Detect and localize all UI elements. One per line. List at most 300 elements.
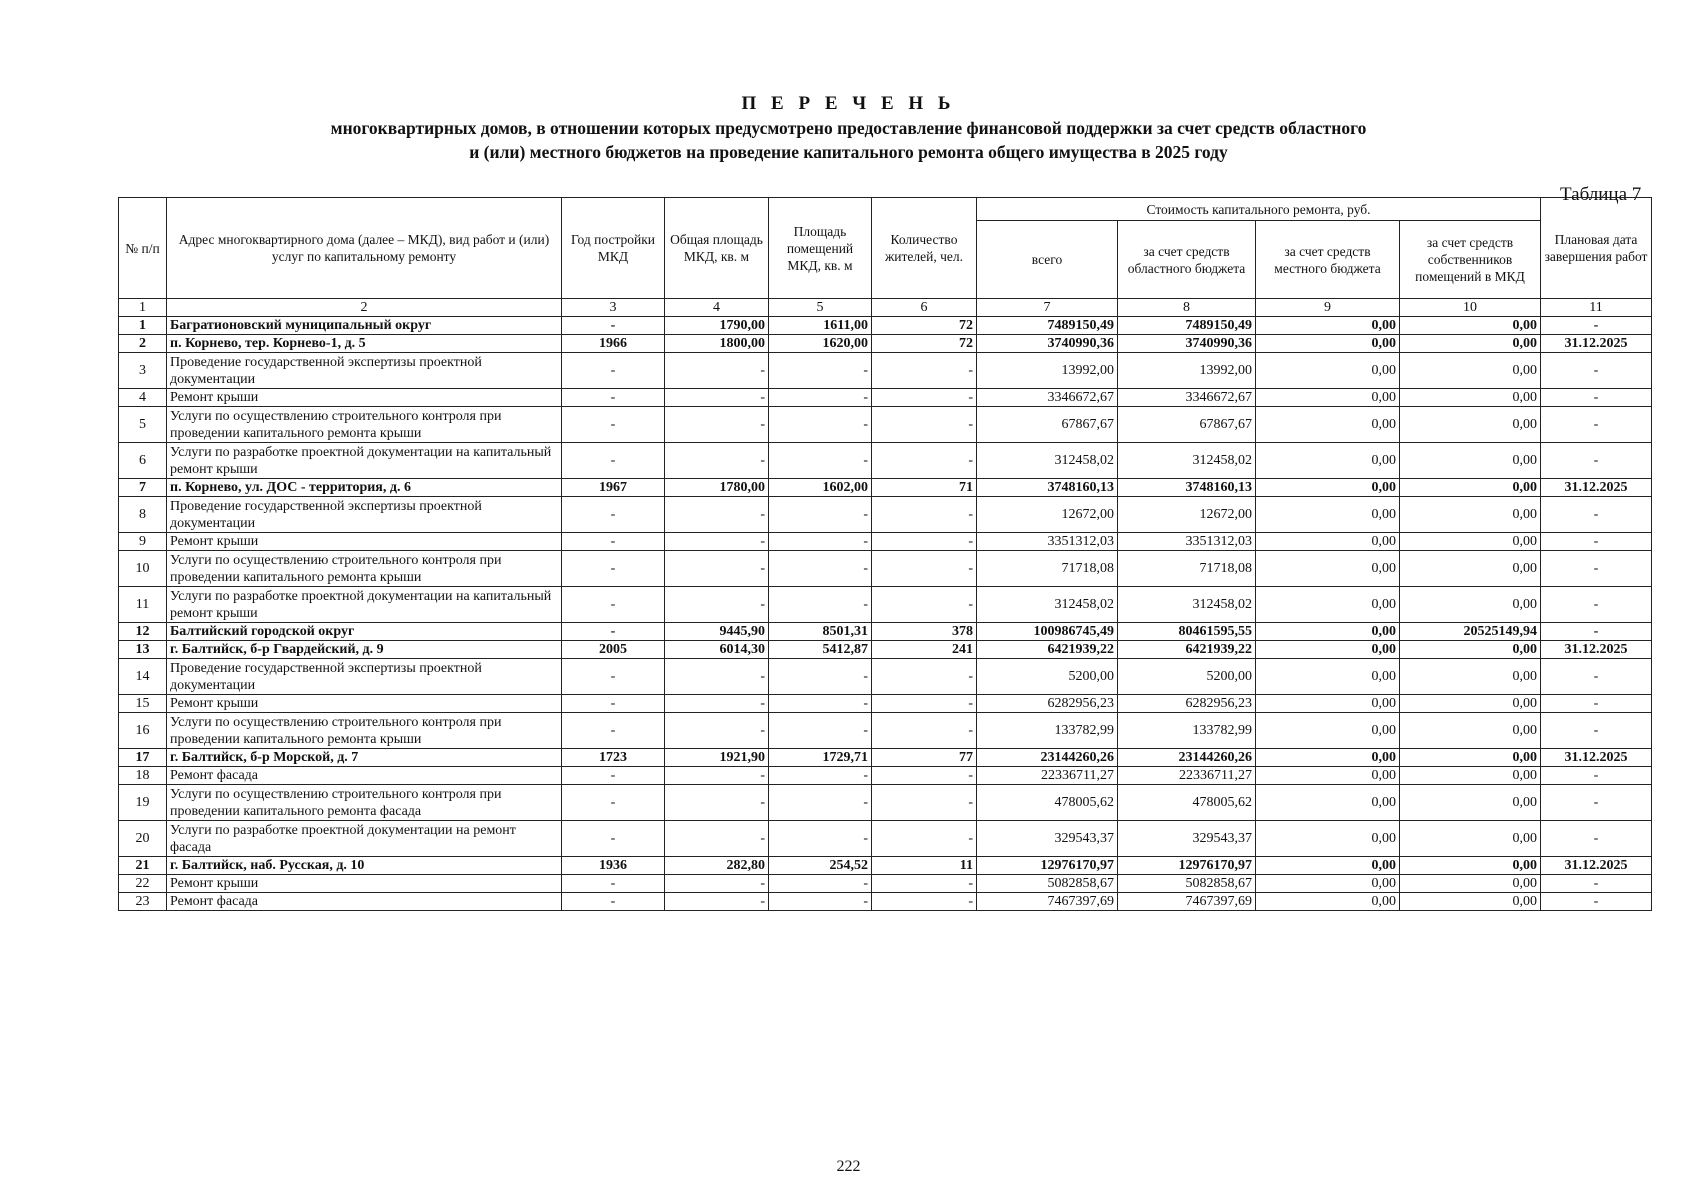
cost-total-cell: 12672,00 <box>977 497 1118 533</box>
table-body <box>119 317 1652 911</box>
table-row <box>119 893 1652 911</box>
total-area-cell: 9445,90 <box>665 623 769 641</box>
cost-regional-cell: 3346672,67 <box>1118 389 1256 407</box>
cost-local-cell: 0,00 <box>1256 767 1400 785</box>
total-area-cell: - <box>665 713 769 749</box>
table-label: Таблица 7 <box>1560 184 1642 205</box>
total-area-cell: - <box>665 407 769 443</box>
row-number-cell: 16 <box>119 713 167 749</box>
register-table <box>118 197 1652 911</box>
row-number-cell: 4 <box>119 389 167 407</box>
cost-regional-cell: 7467397,69 <box>1118 893 1256 911</box>
cost-local-cell: 0,00 <box>1256 641 1400 659</box>
cost-owners-cell: 0,00 <box>1400 767 1541 785</box>
year-cell: - <box>562 785 665 821</box>
row-number-cell: 18 <box>119 767 167 785</box>
cost-regional-cell: 67867,67 <box>1118 407 1256 443</box>
address-cell: Балтийский городской округ <box>167 623 562 641</box>
address-cell: Проведение государственной экспертизы проектной документации <box>167 353 562 389</box>
header-cost-total: всего <box>977 221 1118 299</box>
cost-owners-cell: 0,00 <box>1400 317 1541 335</box>
cost-total-cell: 100986745,49 <box>977 623 1118 641</box>
residents-cell: - <box>872 695 977 713</box>
year-cell: 1966 <box>562 335 665 353</box>
total-area-cell: 282,80 <box>665 857 769 875</box>
year-cell: - <box>562 407 665 443</box>
row-number-cell: 12 <box>119 623 167 641</box>
cost-regional-cell: 6282956,23 <box>1118 695 1256 713</box>
cost-local-cell: 0,00 <box>1256 389 1400 407</box>
year-cell: - <box>562 389 665 407</box>
cost-regional-cell: 12672,00 <box>1118 497 1256 533</box>
residents-cell: 241 <box>872 641 977 659</box>
planned-date-cell: - <box>1541 353 1652 389</box>
residents-cell: - <box>872 767 977 785</box>
planned-date-cell: 31.12.2025 <box>1541 749 1652 767</box>
header-cost-owners: за счет средств собственников помещений в МКД <box>1400 221 1541 299</box>
row-number-cell: 23 <box>119 893 167 911</box>
cost-total-cell: 23144260,26 <box>977 749 1118 767</box>
row-number-cell: 20 <box>119 821 167 857</box>
column-index-row <box>119 299 1652 317</box>
cost-owners-cell: 20525149,94 <box>1400 623 1541 641</box>
cost-total-cell: 6421939,22 <box>977 641 1118 659</box>
cost-owners-cell: 0,00 <box>1400 533 1541 551</box>
residents-cell: - <box>872 713 977 749</box>
premises-area-cell: 5412,87 <box>769 641 872 659</box>
premises-area-cell: 1602,00 <box>769 479 872 497</box>
cost-local-cell: 0,00 <box>1256 857 1400 875</box>
cost-total-cell: 5200,00 <box>977 659 1118 695</box>
premises-area-cell: - <box>769 389 872 407</box>
premises-area-cell: - <box>769 587 872 623</box>
total-area-cell: - <box>665 893 769 911</box>
premises-area-cell: - <box>769 713 872 749</box>
planned-date-cell: - <box>1541 623 1652 641</box>
cost-regional-cell: 478005,62 <box>1118 785 1256 821</box>
cost-total-cell: 3346672,67 <box>977 389 1118 407</box>
cost-owners-cell: 0,00 <box>1400 785 1541 821</box>
cost-regional-cell: 312458,02 <box>1118 443 1256 479</box>
year-cell: - <box>562 443 665 479</box>
cost-local-cell: 0,00 <box>1256 659 1400 695</box>
cost-local-cell: 0,00 <box>1256 623 1400 641</box>
address-cell: Услуги по разработке проектной документации на капитальный ремонт крыши <box>167 587 562 623</box>
column-index-cell: 10 <box>1400 299 1541 317</box>
cost-regional-cell: 23144260,26 <box>1118 749 1256 767</box>
planned-date-cell: - <box>1541 533 1652 551</box>
total-area-cell: 1790,00 <box>665 317 769 335</box>
row-number-cell: 2 <box>119 335 167 353</box>
premises-area-cell: - <box>769 443 872 479</box>
year-cell: 1723 <box>562 749 665 767</box>
cost-total-cell: 12976170,97 <box>977 857 1118 875</box>
premises-area-cell: - <box>769 407 872 443</box>
residents-cell: - <box>872 533 977 551</box>
address-cell: Ремонт крыши <box>167 875 562 893</box>
address-cell: г. Балтийск, б-р Гвардейский, д. 9 <box>167 641 562 659</box>
planned-date-cell: - <box>1541 443 1652 479</box>
planned-date-cell: - <box>1541 407 1652 443</box>
cost-regional-cell: 80461595,55 <box>1118 623 1256 641</box>
planned-date-cell: 31.12.2025 <box>1541 335 1652 353</box>
cost-owners-cell: 0,00 <box>1400 749 1541 767</box>
total-area-cell: - <box>665 533 769 551</box>
cost-regional-cell: 13992,00 <box>1118 353 1256 389</box>
cost-regional-cell: 312458,02 <box>1118 587 1256 623</box>
cost-regional-cell: 3748160,13 <box>1118 479 1256 497</box>
total-area-cell: 6014,30 <box>665 641 769 659</box>
planned-date-cell: - <box>1541 785 1652 821</box>
planned-date-cell: - <box>1541 659 1652 695</box>
cost-owners-cell: 0,00 <box>1400 551 1541 587</box>
address-cell: г. Балтийск, наб. Русская, д. 10 <box>167 857 562 875</box>
premises-area-cell: 1729,71 <box>769 749 872 767</box>
cost-total-cell: 6282956,23 <box>977 695 1118 713</box>
row-number-cell: 22 <box>119 875 167 893</box>
table-row <box>119 497 1652 533</box>
residents-cell: - <box>872 443 977 479</box>
premises-area-cell: - <box>769 353 872 389</box>
planned-date-cell: - <box>1541 497 1652 533</box>
header-premises-area: Площадь помещений МКД, кв. м <box>769 198 872 299</box>
total-area-cell: - <box>665 785 769 821</box>
cost-total-cell: 312458,02 <box>977 443 1118 479</box>
premises-area-cell: 254,52 <box>769 857 872 875</box>
residents-cell: 378 <box>872 623 977 641</box>
year-cell: - <box>562 533 665 551</box>
address-cell: Багратионовский муниципальный округ <box>167 317 562 335</box>
header-planned-date: Плановая дата завершения работ <box>1541 198 1652 299</box>
cost-regional-cell: 12976170,97 <box>1118 857 1256 875</box>
table-row <box>119 767 1652 785</box>
residents-cell: - <box>872 659 977 695</box>
address-cell: п. Корнево, тер. Корнево-1, д. 5 <box>167 335 562 353</box>
planned-date-cell: 31.12.2025 <box>1541 857 1652 875</box>
year-cell: - <box>562 767 665 785</box>
column-index-cell: 6 <box>872 299 977 317</box>
address-cell: Проведение государственной экспертизы проектной документации <box>167 497 562 533</box>
total-area-cell: - <box>665 497 769 533</box>
cost-local-cell: 0,00 <box>1256 353 1400 389</box>
header-total-area: Общая площадь МКД, кв. м <box>665 198 769 299</box>
residents-cell: 72 <box>872 335 977 353</box>
cost-total-cell: 329543,37 <box>977 821 1118 857</box>
table-row <box>119 641 1652 659</box>
column-index-cell: 1 <box>119 299 167 317</box>
row-number-cell: 13 <box>119 641 167 659</box>
row-number-cell: 21 <box>119 857 167 875</box>
residents-cell: - <box>872 893 977 911</box>
cost-local-cell: 0,00 <box>1256 479 1400 497</box>
total-area-cell: - <box>665 659 769 695</box>
planned-date-cell: - <box>1541 713 1652 749</box>
total-area-cell: - <box>665 875 769 893</box>
premises-area-cell: 1611,00 <box>769 317 872 335</box>
cost-owners-cell: 0,00 <box>1400 335 1541 353</box>
year-cell: - <box>562 317 665 335</box>
cost-owners-cell: 0,00 <box>1400 407 1541 443</box>
cost-owners-cell: 0,00 <box>1400 443 1541 479</box>
address-cell: Ремонт крыши <box>167 695 562 713</box>
cost-total-cell: 3748160,13 <box>977 479 1118 497</box>
title-heading: П Е Р Е Ч Е Н Ь <box>741 93 956 114</box>
address-cell: п. Корнево, ул. ДОС - территория, д. 6 <box>167 479 562 497</box>
premises-area-cell: - <box>769 785 872 821</box>
cost-regional-cell: 6421939,22 <box>1118 641 1256 659</box>
table-row <box>119 353 1652 389</box>
table-row <box>119 695 1652 713</box>
address-cell: Ремонт крыши <box>167 533 562 551</box>
residents-cell: - <box>872 875 977 893</box>
cost-owners-cell: 0,00 <box>1400 497 1541 533</box>
address-cell: Ремонт фасада <box>167 767 562 785</box>
cost-total-cell: 3740990,36 <box>977 335 1118 353</box>
cost-local-cell: 0,00 <box>1256 533 1400 551</box>
table-row <box>119 749 1652 767</box>
total-area-cell: 1800,00 <box>665 335 769 353</box>
year-cell: - <box>562 713 665 749</box>
row-number-cell: 8 <box>119 497 167 533</box>
table-row <box>119 587 1652 623</box>
cost-regional-cell: 22336711,27 <box>1118 767 1256 785</box>
column-index-cell: 7 <box>977 299 1118 317</box>
address-cell: Услуги по осуществлению строительного контроля при проведении капитального ремонта крыши <box>167 713 562 749</box>
row-number-cell: 1 <box>119 317 167 335</box>
premises-area-cell: - <box>769 551 872 587</box>
year-cell: - <box>562 893 665 911</box>
row-number-cell: 3 <box>119 353 167 389</box>
premises-area-cell: - <box>769 821 872 857</box>
total-area-cell: - <box>665 443 769 479</box>
residents-cell: - <box>872 785 977 821</box>
cost-owners-cell: 0,00 <box>1400 893 1541 911</box>
planned-date-cell: - <box>1541 317 1652 335</box>
residents-cell: - <box>872 389 977 407</box>
cost-local-cell: 0,00 <box>1256 317 1400 335</box>
cost-total-cell: 22336711,27 <box>977 767 1118 785</box>
title-line-3: и (или) местного бюджетов на проведение капитального ремонта общего имущества в 2025 году <box>469 142 1228 162</box>
total-area-cell: - <box>665 587 769 623</box>
row-number-cell: 11 <box>119 587 167 623</box>
planned-date-cell: - <box>1541 389 1652 407</box>
premises-area-cell: - <box>769 893 872 911</box>
column-index-cell: 11 <box>1541 299 1652 317</box>
row-number-cell: 10 <box>119 551 167 587</box>
cost-local-cell: 0,00 <box>1256 551 1400 587</box>
column-index-cell: 8 <box>1118 299 1256 317</box>
row-number-cell: 19 <box>119 785 167 821</box>
planned-date-cell: - <box>1541 695 1652 713</box>
cost-regional-cell: 71718,08 <box>1118 551 1256 587</box>
residents-cell: - <box>872 407 977 443</box>
table-row <box>119 857 1652 875</box>
year-cell: - <box>562 821 665 857</box>
cost-local-cell: 0,00 <box>1256 713 1400 749</box>
total-area-cell: - <box>665 353 769 389</box>
cost-regional-cell: 133782,99 <box>1118 713 1256 749</box>
planned-date-cell: - <box>1541 875 1652 893</box>
table-row <box>119 713 1652 749</box>
total-area-cell: - <box>665 767 769 785</box>
premises-area-cell: 1620,00 <box>769 335 872 353</box>
table-header <box>119 198 1652 317</box>
cost-local-cell: 0,00 <box>1256 785 1400 821</box>
row-number-cell: 9 <box>119 533 167 551</box>
address-cell: Услуги по осуществлению строительного контроля при проведении капитального ремонта крыши <box>167 551 562 587</box>
year-cell: - <box>562 551 665 587</box>
page-number: 222 <box>836 1158 861 1175</box>
year-cell: 1936 <box>562 857 665 875</box>
year-cell: - <box>562 875 665 893</box>
cost-owners-cell: 0,00 <box>1400 875 1541 893</box>
table-row <box>119 335 1652 353</box>
table-row <box>119 317 1652 335</box>
cost-local-cell: 0,00 <box>1256 335 1400 353</box>
total-area-cell: - <box>665 695 769 713</box>
cost-total-cell: 3351312,03 <box>977 533 1118 551</box>
cost-owners-cell: 0,00 <box>1400 695 1541 713</box>
cost-local-cell: 0,00 <box>1256 497 1400 533</box>
cost-local-cell: 0,00 <box>1256 893 1400 911</box>
cost-owners-cell: 0,00 <box>1400 353 1541 389</box>
header-address: Адрес многоквартирного дома (далее – МКД), вид работ и (или) услуг по капитальному ремонту <box>167 198 562 299</box>
planned-date-cell: - <box>1541 821 1652 857</box>
table-row <box>119 659 1652 695</box>
row-number-cell: 14 <box>119 659 167 695</box>
table-row <box>119 551 1652 587</box>
address-cell: Услуги по осуществлению строительного контроля при проведении капитального ремонта крыши <box>167 407 562 443</box>
header-residents: Количество жителей, чел. <box>872 198 977 299</box>
year-cell: - <box>562 695 665 713</box>
residents-cell: 71 <box>872 479 977 497</box>
total-area-cell: 1780,00 <box>665 479 769 497</box>
year-cell: - <box>562 623 665 641</box>
address-cell: Услуги по осуществлению строительного контроля при проведении капитального ремонта фасада <box>167 785 562 821</box>
planned-date-cell: - <box>1541 767 1652 785</box>
table-row <box>119 875 1652 893</box>
residents-cell: 77 <box>872 749 977 767</box>
cost-local-cell: 0,00 <box>1256 407 1400 443</box>
address-cell: Проведение государственной экспертизы проектной документации <box>167 659 562 695</box>
total-area-cell: - <box>665 389 769 407</box>
cost-local-cell: 0,00 <box>1256 821 1400 857</box>
address-cell: Услуги по разработке проектной документации на ремонт фасада <box>167 821 562 857</box>
column-index-cell: 2 <box>167 299 562 317</box>
residents-cell: 72 <box>872 317 977 335</box>
row-number-cell: 17 <box>119 749 167 767</box>
premises-area-cell: - <box>769 875 872 893</box>
cost-total-cell: 7489150,49 <box>977 317 1118 335</box>
row-number-cell: 5 <box>119 407 167 443</box>
cost-total-cell: 133782,99 <box>977 713 1118 749</box>
planned-date-cell: 31.12.2025 <box>1541 641 1652 659</box>
cost-total-cell: 7467397,69 <box>977 893 1118 911</box>
residents-cell: - <box>872 821 977 857</box>
planned-date-cell: - <box>1541 587 1652 623</box>
residents-cell: - <box>872 497 977 533</box>
residents-cell: - <box>872 551 977 587</box>
cost-owners-cell: 0,00 <box>1400 659 1541 695</box>
row-number-cell: 6 <box>119 443 167 479</box>
cost-total-cell: 67867,67 <box>977 407 1118 443</box>
year-cell: - <box>562 659 665 695</box>
premises-area-cell: - <box>769 659 872 695</box>
cost-regional-cell: 3351312,03 <box>1118 533 1256 551</box>
premises-area-cell: - <box>769 533 872 551</box>
column-index-cell: 5 <box>769 299 872 317</box>
residents-cell: - <box>872 353 977 389</box>
cost-local-cell: 0,00 <box>1256 875 1400 893</box>
year-cell: 1967 <box>562 479 665 497</box>
cost-total-cell: 312458,02 <box>977 587 1118 623</box>
cost-local-cell: 0,00 <box>1256 749 1400 767</box>
table-row <box>119 821 1652 857</box>
planned-date-cell: - <box>1541 893 1652 911</box>
premises-area-cell: - <box>769 695 872 713</box>
cost-owners-cell: 0,00 <box>1400 713 1541 749</box>
title-line-2: многоквартирных домов, в отношении которых предусмотрено предоставление финансовой поддержки за счет средств областного <box>330 118 1367 138</box>
planned-date-cell: - <box>1541 551 1652 587</box>
residents-cell: 11 <box>872 857 977 875</box>
column-index-cell: 4 <box>665 299 769 317</box>
cost-regional-cell: 329543,37 <box>1118 821 1256 857</box>
total-area-cell: 1921,90 <box>665 749 769 767</box>
year-cell: - <box>562 353 665 389</box>
total-area-cell: - <box>665 821 769 857</box>
cost-total-cell: 13992,00 <box>977 353 1118 389</box>
cost-owners-cell: 0,00 <box>1400 587 1541 623</box>
cost-regional-cell: 5082858,67 <box>1118 875 1256 893</box>
address-cell: г. Балтийск, б-р Морской, д. 7 <box>167 749 562 767</box>
cost-local-cell: 0,00 <box>1256 587 1400 623</box>
planned-date-cell: 31.12.2025 <box>1541 479 1652 497</box>
address-cell: Ремонт фасада <box>167 893 562 911</box>
table-row <box>119 407 1652 443</box>
column-index-cell: 3 <box>562 299 665 317</box>
row-number-cell: 7 <box>119 479 167 497</box>
table-row <box>119 623 1652 641</box>
address-cell: Услуги по разработке проектной документации на капитальный ремонт крыши <box>167 443 562 479</box>
table-row <box>119 443 1652 479</box>
header-cost-local: за счет средств местного бюджета <box>1256 221 1400 299</box>
table-row <box>119 389 1652 407</box>
cost-total-cell: 478005,62 <box>977 785 1118 821</box>
title-block <box>0 92 1697 164</box>
table-row <box>119 785 1652 821</box>
table-row <box>119 479 1652 497</box>
premises-area-cell: 8501,31 <box>769 623 872 641</box>
header-num: № п/п <box>119 198 167 299</box>
premises-area-cell: - <box>769 767 872 785</box>
cost-owners-cell: 0,00 <box>1400 857 1541 875</box>
premises-area-cell: - <box>769 497 872 533</box>
cost-regional-cell: 7489150,49 <box>1118 317 1256 335</box>
row-number-cell: 15 <box>119 695 167 713</box>
column-index-cell: 9 <box>1256 299 1400 317</box>
header-year: Год постройки МКД <box>562 198 665 299</box>
header-cost-group: Стоимость капитального ремонта, руб. <box>977 198 1541 221</box>
address-cell: Ремонт крыши <box>167 389 562 407</box>
total-area-cell: - <box>665 551 769 587</box>
cost-total-cell: 71718,08 <box>977 551 1118 587</box>
cost-local-cell: 0,00 <box>1256 443 1400 479</box>
cost-owners-cell: 0,00 <box>1400 641 1541 659</box>
year-cell: - <box>562 497 665 533</box>
cost-regional-cell: 3740990,36 <box>1118 335 1256 353</box>
cost-regional-cell: 5200,00 <box>1118 659 1256 695</box>
cost-local-cell: 0,00 <box>1256 695 1400 713</box>
